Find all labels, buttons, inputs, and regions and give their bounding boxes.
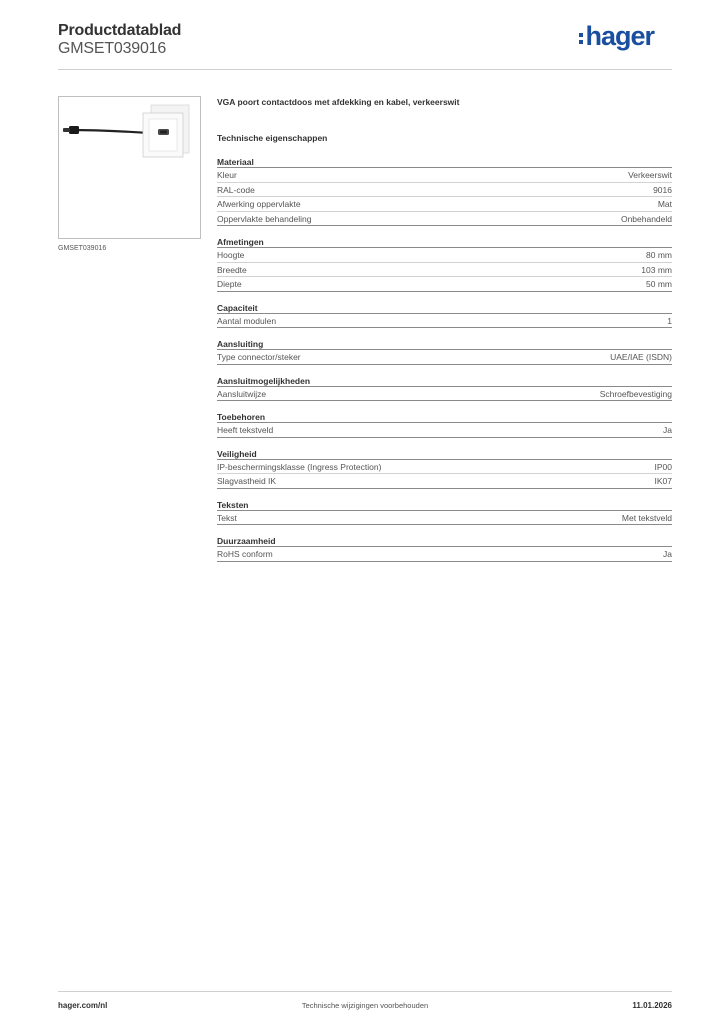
property-row	[217, 263, 672, 278]
section-materiaal	[217, 157, 672, 226]
property-label: Diepte	[217, 279, 242, 289]
property-row	[217, 168, 672, 183]
section-aansluiting	[217, 339, 672, 365]
product-photo-icon	[58, 96, 201, 239]
property-label: Afwerking oppervlakte	[217, 199, 301, 209]
footer-website-link[interactable]: hager.com/nl	[58, 1001, 108, 1010]
section-toebehoren	[217, 412, 672, 438]
property-label: Type connector/steker	[217, 352, 301, 362]
property-sections	[217, 157, 672, 562]
property-value: 9016	[653, 184, 672, 195]
property-value: Verkeerswit	[628, 170, 672, 180]
property-row	[217, 474, 672, 489]
property-label: Hoogte	[217, 250, 245, 260]
property-label: Breedte	[217, 264, 247, 275]
property-value: 103 mm	[641, 264, 672, 275]
property-label: Oppervlakte behandeling	[217, 213, 312, 224]
property-label: Kleur	[217, 170, 237, 180]
property-label: Tekst	[217, 512, 237, 523]
property-value: IP00	[654, 461, 672, 472]
property-label: IP-beschermingsklasse (Ingress Protection)	[217, 461, 382, 472]
property-value: 1	[667, 315, 672, 326]
section-title: Capaciteit	[217, 303, 672, 314]
property-row	[217, 197, 672, 212]
property-label: Aansluitwijze	[217, 388, 267, 399]
property-label: RAL-code	[217, 184, 255, 195]
property-value: Onbehandeld	[620, 213, 672, 224]
property-value: UAE/IAE (ISDN)	[610, 352, 672, 362]
property-value: Ja	[663, 425, 672, 435]
section-title: Toebehoren	[217, 412, 672, 423]
property-row	[217, 423, 672, 438]
property-row	[217, 460, 672, 475]
section-title: Veiligheid	[217, 449, 672, 460]
hager-logo	[579, 22, 654, 50]
product-content	[217, 96, 672, 573]
property-value: 50 mm	[646, 279, 672, 289]
section-duurzaamheid	[217, 536, 672, 562]
product-name: VGA poort contactdoos met afdekking en kabel, verkeerswit	[217, 97, 460, 107]
section-title: Aansluiting	[217, 339, 672, 350]
section-title: Duurzaamheid	[217, 536, 672, 547]
property-value: Mat	[657, 199, 672, 209]
section-title: Afmetingen	[217, 237, 672, 248]
section-title: Teksten	[217, 500, 672, 511]
product-id: GMSET039016	[58, 40, 167, 57]
property-row	[217, 277, 672, 292]
footer-date: 11.01.2026	[632, 1001, 672, 1010]
property-label: RoHS conform	[217, 549, 273, 559]
logo-text: hager	[585, 21, 654, 51]
property-value: 80 mm	[646, 250, 672, 260]
property-row	[217, 387, 672, 402]
image-caption: GMSET039016	[58, 245, 107, 252]
footer-disclaimer: Technische wijzigingen voorbehouden	[301, 1001, 429, 1010]
section-teksten	[217, 500, 672, 526]
page-header	[58, 22, 672, 70]
property-row	[217, 350, 672, 365]
section-veiligheid	[217, 449, 672, 489]
section-afmetingen	[217, 237, 672, 292]
property-row	[217, 314, 672, 329]
property-value: IK07	[654, 476, 672, 486]
property-value: Met tekstveld	[621, 512, 672, 523]
tech-properties-title: Technische eigenschappen	[217, 133, 328, 143]
property-label: Slagvastheid IK	[217, 476, 277, 486]
property-label: Aantal modulen	[217, 315, 277, 326]
logo-dots-icon	[579, 29, 583, 44]
property-value: Ja	[663, 549, 672, 559]
property-row	[217, 183, 672, 198]
section-title: Materiaal	[217, 157, 672, 168]
property-label: Heeft tekstveld	[217, 425, 274, 435]
property-value: Schroefbevestiging	[599, 388, 672, 399]
section-title: Aansluitmogelijkheden	[217, 376, 672, 387]
document-title: Productdatablad	[58, 22, 182, 39]
property-row	[217, 248, 672, 263]
property-row	[217, 212, 672, 227]
property-row	[217, 511, 672, 526]
property-row	[217, 547, 672, 562]
page-footer	[58, 991, 672, 1011]
section-capaciteit	[217, 303, 672, 329]
section-aansluitmogelijkheden	[217, 376, 672, 402]
